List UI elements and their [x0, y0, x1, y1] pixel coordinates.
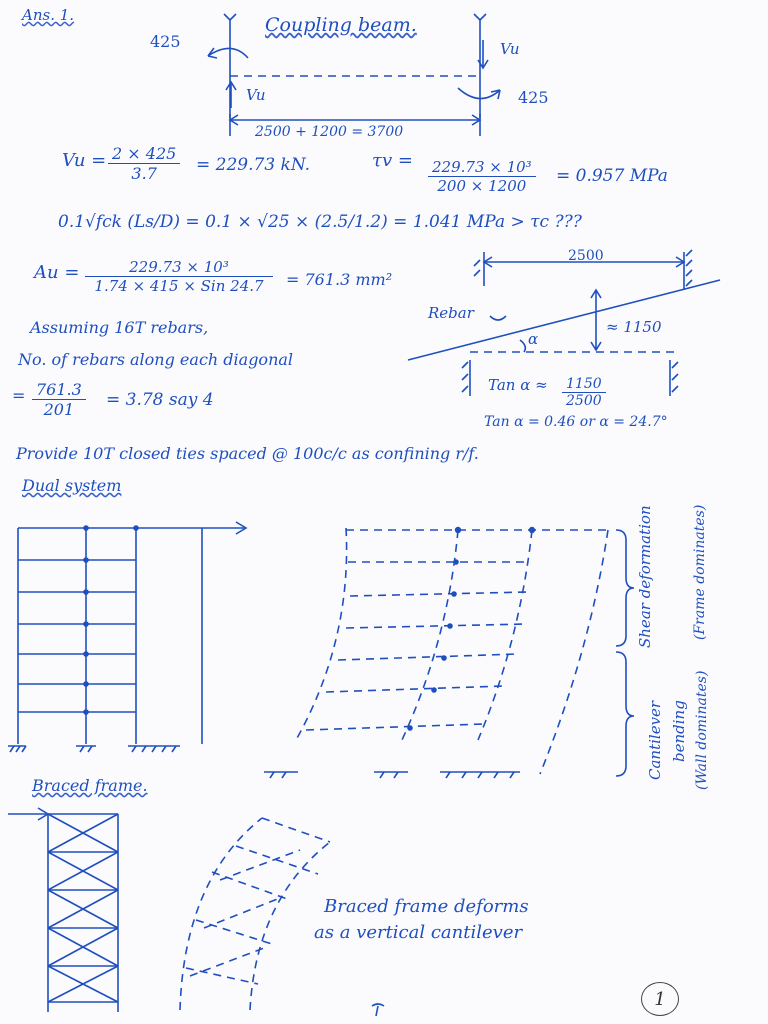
shear-label-bottom: Vu [246, 86, 266, 104]
bars-lhs: = [12, 386, 26, 405]
tan-denominator: 2500 [566, 393, 602, 409]
braced-frame-undeformed [8, 808, 118, 1012]
tv-numerator: 229.73 × 10³ [428, 158, 536, 177]
moment-label-left: 425 [150, 32, 181, 51]
vu-denominator: 3.7 [131, 164, 157, 183]
dual-frame-deformed [264, 528, 634, 778]
tan-numerator: 1150 [562, 376, 606, 393]
braced-note-line-2: as a vertical cantilever [314, 922, 523, 943]
tan-result: Tan α = 0.46 or α = 24.7° [484, 414, 668, 430]
au-fraction [84, 258, 274, 295]
tan-label: Tan α ≈ [488, 376, 548, 394]
braced-frame-deformed [180, 818, 330, 1010]
shear-check-equation: 0.1√fck (Ls/D) = 0.1 × √25 × (2.5/1.2) = 1.041 MPa > τc ??? [58, 212, 582, 232]
tan-fraction [562, 376, 606, 409]
tv-fraction [428, 158, 536, 195]
bars-fraction [32, 380, 86, 419]
wall-dominates-label: (Wall dominates) [694, 670, 710, 790]
rise-label: ≈ 1150 [606, 318, 662, 336]
hatch-right-bottom [672, 362, 678, 392]
support-mark-right [474, 14, 486, 20]
support-mark-left [224, 14, 236, 20]
bars-denominator: 201 [43, 400, 75, 419]
frame-dominates-label: (Frame dominates) [692, 504, 708, 640]
moment-label-right: 425 [518, 88, 549, 107]
cantilever-label: Cantilever [646, 700, 664, 780]
shear-brace [616, 530, 634, 646]
rebar-pointer [490, 316, 506, 320]
au-numerator: 229.73 × 10³ [85, 258, 273, 277]
span-label: 2500 + 1200 = 3700 [255, 124, 404, 140]
hatch-left-bottom [462, 362, 468, 392]
moment-arrow-right [458, 88, 500, 99]
cantilever-brace [616, 652, 634, 776]
coupling-beam-title: Coupling beam. [265, 14, 417, 36]
assumption-line-1: Assuming 16T rebars, [30, 318, 209, 337]
hatch-left-top [474, 260, 480, 276]
provide-ties-note: Provide 10T closed ties spaced @ 100c/c as confining r/f. [16, 444, 479, 463]
bars-result: = 3.78 say 4 [106, 390, 214, 410]
angle-label: α [528, 330, 539, 348]
rebar-label: Rebar [428, 304, 474, 322]
tv-result: = 0.957 MPa [556, 166, 668, 186]
angle-arc [520, 340, 525, 352]
shear-label-top: Vu [500, 40, 520, 58]
page-number: 1 [641, 982, 679, 1016]
stray-pen-mark [372, 1004, 384, 1016]
shear-deformation-label: Shear deformation [636, 505, 654, 648]
answer-heading: Ans. 1. [22, 6, 75, 24]
rebar-dim-label: 2500 [568, 248, 604, 264]
au-denominator: 1.74 × 415 × Sin 24.7 [94, 277, 264, 295]
vu-fraction [108, 144, 180, 183]
bending-label: bending [670, 700, 688, 762]
braced-note-line-1: Braced frame deforms [324, 896, 529, 917]
vu-numerator: 2 × 425 [108, 144, 180, 164]
au-lhs: Au = [34, 262, 80, 283]
bars-numerator: 761.3 [32, 380, 86, 400]
tv-denominator: 200 × 1200 [437, 177, 527, 195]
tv-lhs: τv = [372, 150, 413, 171]
dual-frame-undeformed [8, 522, 246, 752]
dual-system-title: Dual system [22, 476, 122, 495]
assumption-line-2: No. of rebars along each diagonal [18, 350, 294, 369]
braced-frame-title: Braced frame. [32, 776, 148, 795]
vu-lhs: Vu = [62, 150, 107, 171]
au-result: = 761.3 mm² [286, 270, 393, 289]
hatch-right [686, 250, 692, 286]
vu-result: = 229.73 kN. [196, 155, 311, 175]
